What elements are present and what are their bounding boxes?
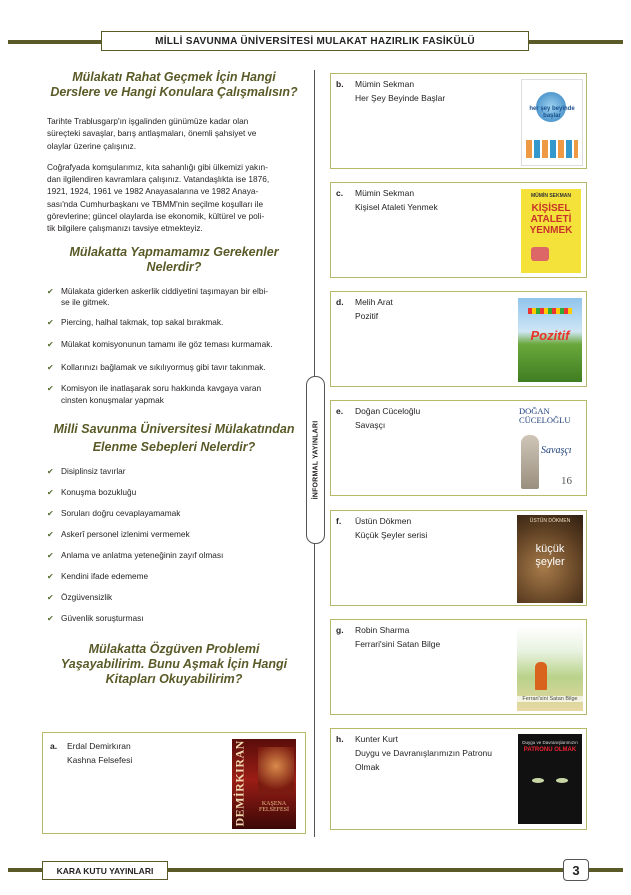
- header-rule-right: [527, 40, 623, 44]
- elimination-reasons-list: [47, 466, 301, 625]
- cover-title: her şey beyinde başlar: [529, 106, 575, 119]
- header-rule-left: [8, 40, 101, 44]
- column-divider-bottom: [314, 542, 315, 837]
- list-item: ✔ Kollarınızı bağlamak ve sıkılıyormuş gibi tavır takınmak.: [47, 361, 266, 372]
- book-cover-e: [517, 405, 581, 493]
- footer-rule-left: [8, 868, 42, 872]
- cover-number: 16: [561, 475, 572, 487]
- book-author: Mümin Sekman: [355, 188, 415, 198]
- book-author: Erdal Demirkıran: [67, 741, 131, 751]
- cover-title: küçük şeyler: [535, 543, 565, 568]
- cover-subtitle: Savaşçı: [541, 445, 572, 456]
- list-item: ✔ Güvenlik soruşturması: [47, 613, 144, 624]
- cover-title: DEMİRKIRAN: [232, 740, 247, 827]
- book-cover-h: [518, 734, 582, 824]
- cover-title: DOĞAN CÜCELOĞLU: [519, 406, 571, 425]
- side-label: İNFORMAL YAYINLARI: [312, 420, 319, 500]
- book-cover-c: [521, 189, 581, 273]
- book-author: Melih Arat: [355, 297, 393, 307]
- list-item: ✔ Kendini ifade edememe: [47, 571, 149, 582]
- cover-title: Pozitif: [530, 328, 570, 343]
- check-icon: ✔: [47, 551, 54, 561]
- list-item: ✔ Piercing, halhal takmak, top sakal bırakmak.: [47, 316, 224, 327]
- book-title: Duygu ve Davranışlarımızın Patronu Olmak: [355, 748, 493, 772]
- list-item: ✔ Mülakat komisyonunun tamamı ile göz teması kurmamak.: [47, 339, 273, 350]
- cover-title: KİŞİSEL ATALETİ YENMEK: [529, 203, 573, 236]
- book-author: Mümin Sekman: [355, 79, 415, 89]
- check-icon: ✔: [47, 317, 54, 327]
- cover-author: ÜSTÜN DÖKMEN: [529, 518, 571, 524]
- dont-do-list: [47, 286, 301, 407]
- list-item: ✔ Disiplinsiz tavırlar: [47, 466, 126, 477]
- book-card-c: [330, 182, 587, 278]
- book-author: Üstün Dökmen: [355, 516, 412, 526]
- list-item: ✔ Özgüvensizlik: [47, 592, 113, 603]
- book-cover-d: [518, 298, 582, 382]
- book-title: Pozitif: [355, 311, 379, 321]
- check-icon: ✔: [47, 530, 54, 540]
- publisher-name: KARA KUTU YAYINLARI: [42, 861, 168, 880]
- book-letter: c.: [336, 188, 344, 198]
- book-card-b: [330, 73, 587, 169]
- book-card-a: [42, 732, 306, 834]
- cover-title: PATRONU OLMAK: [523, 747, 577, 753]
- book-cover-b: [521, 79, 583, 166]
- section1-paragraph2: Coğrafyada komşularımız, kıta sahanlığı gibi ülkemizi yakın- dan ilgilendiren kavramlara çalışınız. Vatandaşlıkta ise 1876, 1921, 1924, 1961 ve 1982 Anayasalarına ve 1982 Anaya- sası'nda Cumhurbaşkanı ve TBMM'nin seçilme koşulları ile görevlerine; güncel olaylarda ise ekonomik, kültürel ve poli- tik bilgilere çalışmanızı tavsiye etmekteyiz.: [47, 161, 270, 234]
- book-letter: a.: [50, 741, 58, 751]
- check-icon: ✔: [47, 340, 54, 350]
- book-title: Her Şey Beyinde Başlar: [355, 93, 446, 103]
- list-item: ✔ Komisyon ile inatlaşarak soru hakkında kavgaya varan cinsten konuşmalar yapmak: [47, 383, 262, 405]
- check-icon: ✔: [47, 572, 54, 582]
- list-item: ✔ Soruları doğru cevaplayamamak: [47, 508, 181, 519]
- book-cover-f: [517, 515, 583, 603]
- book-cover-g: [517, 626, 583, 711]
- book-author: Doğan Cüceloğlu: [355, 406, 421, 416]
- book-title: Kashna Felsefesi: [67, 755, 133, 765]
- check-icon: ✔: [47, 509, 54, 519]
- check-icon: ✔: [47, 384, 54, 394]
- book-card-h: [330, 728, 587, 830]
- side-label-pill: [306, 376, 325, 544]
- column-divider-top: [314, 70, 315, 376]
- book-letter: f.: [336, 516, 342, 526]
- section1-heading: Mülakatı Rahat Geçmek İçin Hangi Derslere ve Hangi Konulara Çalışmalısın?: [50, 70, 298, 99]
- book-card-g: [330, 619, 587, 715]
- book-letter: h.: [336, 734, 344, 744]
- book-card-e: [330, 400, 587, 496]
- book-letter: e.: [336, 406, 344, 416]
- book-card-f: [330, 510, 587, 606]
- book-title: Kişisel Ataleti Yenmek: [355, 202, 438, 212]
- cover-subtitle: Duygu ve Davranışlarımızın: [522, 740, 578, 745]
- book-title: Savaşçı: [355, 420, 386, 430]
- check-icon: ✔: [47, 488, 54, 498]
- check-icon: ✔: [47, 467, 54, 477]
- check-icon: ✔: [47, 593, 54, 603]
- footer-rule-end: [587, 868, 623, 872]
- section4-heading: Mülakatta Özgüven Problemi Yaşayabilirim. Bunu Aşmak İçin Hangi Kitapları Okuyabilirim?: [60, 641, 288, 686]
- book-title: Ferrari'sini Satan Bilge: [355, 639, 441, 649]
- section3-heading: Milli Savunma Üniversitesi Mülakatından Elenme Sebepleri Nelerdir?: [53, 422, 295, 455]
- list-item: ✔ Askerî personel izlenimi vermemek: [47, 529, 190, 540]
- book-card-d: [330, 291, 587, 387]
- check-icon: ✔: [47, 286, 54, 296]
- left-column: [47, 70, 301, 687]
- cover-author: MÜMİN SEKMAN: [531, 193, 571, 199]
- book-letter: d.: [336, 297, 344, 307]
- book-letter: b.: [336, 79, 344, 89]
- book-letter: g.: [336, 625, 344, 635]
- check-icon: ✔: [47, 614, 54, 624]
- cover-title: Ferrari'sini Satan Bilge: [517, 696, 583, 702]
- book-cover-a: [232, 739, 296, 829]
- section2-heading: Mülakatta Yapmamamız Gerekenler Nelerdir?: [69, 244, 279, 274]
- book-author: Robin Sharma: [355, 625, 410, 635]
- list-item: ✔ Konuşma bozukluğu: [47, 487, 137, 498]
- page-number: 3: [563, 859, 589, 881]
- list-item: ✔ Anlama ve anlatma yeteneğinin zayıf olması: [47, 550, 224, 561]
- footer-rule-right: [166, 868, 563, 872]
- book-title: Küçük Şeyler serisi: [355, 530, 428, 540]
- book-author: Kunter Kurt: [355, 734, 398, 744]
- section1-paragraph1: Tarihte Trablusgarp'ın işgalinden günümüze kadar olan süreçteki savaşlar, barış antlaşmaları, önemli şahsiyet ve olaylar üzerine çalışınız.: [47, 116, 257, 151]
- page-header-title: MİLLİ SAVUNMA ÜNİVERSİTESİ MULAKAT HAZIRLIK FASİKÜLÜ: [101, 31, 529, 51]
- cover-subtitle: KAŞENA FELSEFESİ: [258, 801, 289, 813]
- check-icon: ✔: [47, 362, 54, 372]
- list-item: ✔ Mülakata giderken askerlik ciddiyetini taşımayan bir elbi- se ile gitmek.: [47, 285, 269, 308]
